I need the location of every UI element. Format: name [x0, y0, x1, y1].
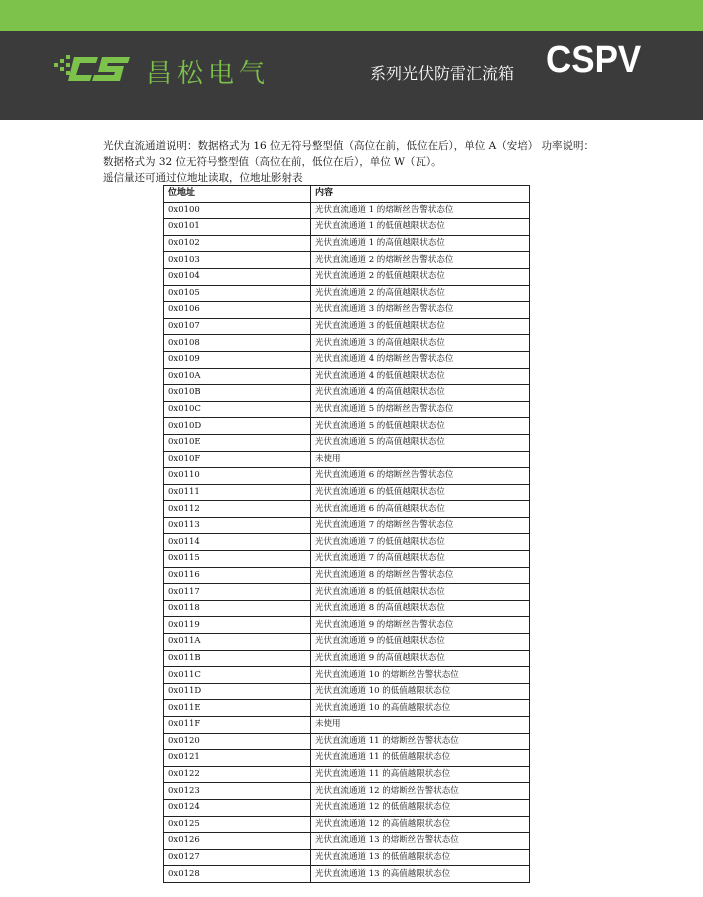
content-cell: 光伏直流通道 4 的熔断丝告警状态位: [311, 351, 530, 368]
table-row: [164, 551, 530, 568]
content-cell: 光伏直流通道 5 的低值越限状态位: [311, 418, 530, 435]
address-cell: 0x010D: [164, 418, 311, 435]
content-cell: 光伏直流通道 8 的高值越限状态位: [311, 600, 530, 617]
address-cell: 0x010B: [164, 385, 311, 402]
address-cell: 0x0106: [164, 302, 311, 319]
table-row: [164, 318, 530, 335]
address-cell: 0x0115: [164, 551, 311, 568]
table-row: [164, 434, 530, 451]
table-row: [164, 285, 530, 302]
table-row: [164, 617, 530, 634]
table-row: [164, 501, 530, 518]
content-cell: 光伏直流通道 6 的低值越限状态位: [311, 484, 530, 501]
content-cell: 未使用: [311, 451, 530, 468]
table-row: [164, 584, 530, 601]
intro-line: 光伏直流通道说明：数据格式为 16 位无符号整型值（高位在前，低位在后），单位 A（安培） 功率说明：: [103, 140, 595, 152]
content-cell: 光伏直流通道 5 的熔断丝告警状态位: [311, 401, 530, 418]
address-cell: 0x0128: [164, 866, 311, 883]
address-cell: 0x0103: [164, 252, 311, 269]
table-row: [164, 783, 530, 800]
table-row: [164, 235, 530, 252]
intro-line: 遥信量还可通过位地址读取，位地址影射表: [103, 172, 303, 184]
table-row: [164, 468, 530, 485]
content-cell: 光伏直流通道 2 的高值越限状态位: [311, 285, 530, 302]
table-row: [164, 766, 530, 783]
table-row: [164, 634, 530, 651]
address-cell: 0x0104: [164, 268, 311, 285]
address-cell: 0x0119: [164, 617, 311, 634]
cs-logo-icon: [54, 49, 140, 89]
table-row: [164, 385, 530, 402]
table-row: [164, 816, 530, 833]
intro-line: 数据格式为 32 位无符号整型值（高位在前，低位在后），单位 W（瓦）。: [103, 156, 442, 168]
content-cell: 光伏直流通道 9 的低值越限状态位: [311, 634, 530, 651]
table-row: [164, 451, 530, 468]
table-row: [164, 567, 530, 584]
page-header: [0, 31, 703, 120]
table-row: [164, 733, 530, 750]
table-row: [164, 252, 530, 269]
content-cell: 光伏直流通道 7 的低值越限状态位: [311, 534, 530, 551]
content-cell: 光伏直流通道 2 的低值越限状态位: [311, 268, 530, 285]
product-code: CSPV: [546, 39, 642, 81]
table-row: [164, 717, 530, 734]
address-cell: 0x0112: [164, 501, 311, 518]
address-cell: 0x0107: [164, 318, 311, 335]
content-cell: 光伏直流通道 8 的低值越限状态位: [311, 584, 530, 601]
address-cell: 0x0123: [164, 783, 311, 800]
content-cell: 光伏直流通道 11 的熔断丝告警状态位: [311, 733, 530, 750]
address-cell: 0x0111: [164, 484, 311, 501]
content-cell: 光伏直流通道 8 的熔断丝告警状态位: [311, 567, 530, 584]
table-row: [164, 650, 530, 667]
address-cell: 0x0110: [164, 468, 311, 485]
table-row: [164, 683, 530, 700]
table-header-row: [164, 186, 530, 203]
content-cell: 光伏直流通道 2 的熔断丝告警状态位: [311, 252, 530, 269]
address-cell: 0x011F: [164, 717, 311, 734]
content-cell: 光伏直流通道 1 的高值越限状态位: [311, 235, 530, 252]
table-row: [164, 750, 530, 767]
table-row: [164, 484, 530, 501]
table-row: [164, 700, 530, 717]
content-cell: 未使用: [311, 717, 530, 734]
address-cell: 0x0109: [164, 351, 311, 368]
table-row: [164, 600, 530, 617]
content-cell: 光伏直流通道 11 的低值越限状态位: [311, 750, 530, 767]
brand-name-cn: 昌松电气: [146, 59, 271, 89]
table-row: [164, 302, 530, 319]
table-row: [164, 268, 530, 285]
content-cell: 光伏直流通道 11 的高值越限状态位: [311, 766, 530, 783]
content-cell: 光伏直流通道 10 的低值越限状态位: [311, 683, 530, 700]
content-cell: 光伏直流通道 12 的低值越限状态位: [311, 799, 530, 816]
address-cell: 0x0102: [164, 235, 311, 252]
address-cell: 0x010C: [164, 401, 311, 418]
top-accent-bar: [0, 0, 703, 31]
content-cell: 光伏直流通道 13 的高值越限状态位: [311, 866, 530, 883]
table-row: [164, 517, 530, 534]
table-row: [164, 866, 530, 883]
table-row: [164, 335, 530, 352]
content-cell: 光伏直流通道 1 的熔断丝告警状态位: [311, 202, 530, 219]
content-cell: 光伏直流通道 7 的熔断丝告警状态位: [311, 517, 530, 534]
table-row: [164, 849, 530, 866]
table-row: [164, 799, 530, 816]
bit-address-table: [163, 185, 530, 883]
address-cell: 0x011D: [164, 683, 311, 700]
intro-text: [103, 138, 623, 186]
address-cell: 0x0120: [164, 733, 311, 750]
address-cell: 0x0117: [164, 584, 311, 601]
content-cell: 光伏直流通道 3 的高值越限状态位: [311, 335, 530, 352]
content-cell: 光伏直流通道 13 的低值越限状态位: [311, 849, 530, 866]
table-row: [164, 351, 530, 368]
content-cell: 光伏直流通道 7 的高值越限状态位: [311, 551, 530, 568]
content-cell: 光伏直流通道 9 的高值越限状态位: [311, 650, 530, 667]
content-cell: 光伏直流通道 12 的熔断丝告警状态位: [311, 783, 530, 800]
table-row: [164, 833, 530, 850]
content-cell: 光伏直流通道 1 的低值越限状态位: [311, 219, 530, 236]
address-cell: 0x011A: [164, 634, 311, 651]
content-cell: 光伏直流通道 4 的低值越限状态位: [311, 368, 530, 385]
address-cell: 0x0126: [164, 833, 311, 850]
content-cell: 光伏直流通道 4 的高值越限状态位: [311, 385, 530, 402]
content-cell: 光伏直流通道 6 的熔断丝告警状态位: [311, 468, 530, 485]
content-cell: 光伏直流通道 9 的熔断丝告警状态位: [311, 617, 530, 634]
address-cell: 0x0100: [164, 202, 311, 219]
address-cell: 0x010E: [164, 434, 311, 451]
address-cell: 0x0105: [164, 285, 311, 302]
table-row: [164, 534, 530, 551]
address-cell: 0x010A: [164, 368, 311, 385]
address-cell: 0x0125: [164, 816, 311, 833]
content-cell: 光伏直流通道 13 的熔断丝告警状态位: [311, 833, 530, 850]
table-row: [164, 202, 530, 219]
address-cell: 0x011E: [164, 700, 311, 717]
table-row: [164, 219, 530, 236]
content-cell: 光伏直流通道 6 的高值越限状态位: [311, 501, 530, 518]
address-cell: 0x0127: [164, 849, 311, 866]
header-address: 位地址: [164, 186, 311, 203]
address-cell: 0x0114: [164, 534, 311, 551]
table-row: [164, 401, 530, 418]
content-cell: 光伏直流通道 10 的熔断丝告警状态位: [311, 667, 530, 684]
content-cell: 光伏直流通道 3 的低值越限状态位: [311, 318, 530, 335]
address-cell: 0x0121: [164, 750, 311, 767]
header-content: 内容: [311, 186, 530, 203]
address-cell: 0x011C: [164, 667, 311, 684]
table-row: [164, 418, 530, 435]
content-cell: 光伏直流通道 12 的高值越限状态位: [311, 816, 530, 833]
table-row: [164, 368, 530, 385]
address-cell: 0x0108: [164, 335, 311, 352]
address-cell: 0x0124: [164, 799, 311, 816]
address-cell: 0x0101: [164, 219, 311, 236]
address-cell: 0x0122: [164, 766, 311, 783]
address-cell: 0x0118: [164, 600, 311, 617]
address-cell: 0x0116: [164, 567, 311, 584]
content-cell: 光伏直流通道 10 的高值越限状态位: [311, 700, 530, 717]
content-cell: 光伏直流通道 5 的高值越限状态位: [311, 434, 530, 451]
product-series-title: 系列光伏防雷汇流箱: [370, 64, 515, 83]
address-cell: 0x011B: [164, 650, 311, 667]
address-cell: 0x010F: [164, 451, 311, 468]
table-row: [164, 667, 530, 684]
address-cell: 0x0113: [164, 517, 311, 534]
content-cell: 光伏直流通道 3 的熔断丝告警状态位: [311, 302, 530, 319]
